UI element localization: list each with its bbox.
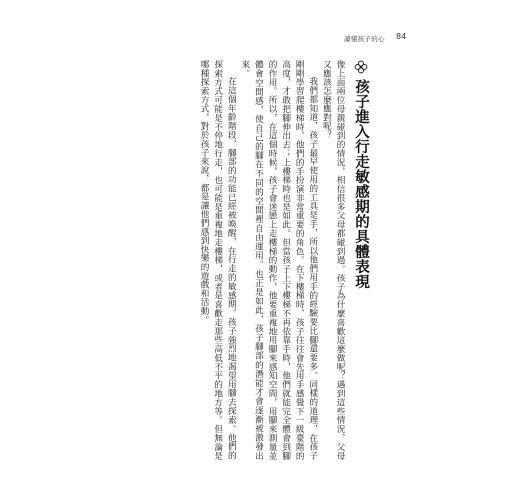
page-number: 84 [396,32,407,41]
clover-icon [354,60,368,74]
section-heading [352,60,370,460]
vertical-text-body [150,60,370,460]
paragraph: 像上面兩位母親碰到的情況，相信很多父母都碰到過。孩子為什麼喜歡這麼做呢？遇到這些情況，父母又應該怎麼應對呢？ [321,60,345,460]
running-header: 讀懂孩子的心 [344,35,385,43]
paragraph: 我們都知道，孩子最早使用的工具是手，所以他們用手的經驗要比腳還要多。同樣的道理，在孩子剛剛學習爬樓梯時，他們的手扮演非常重要的角色。在下樓梯時，孩子往往會先用手感覺下一級臺階的高度，才敢把腳伸出去；上樓梯時也是如此。但當孩子上下樓梯不再依靠手時，他們就能完全體會到腳的作用。所以，在這個時候，孩子會迷戀上走樓梯的動作，他要重複地用腳來感知空間，用腳來測量並體會空間感，使自己的腳在不同的空間裡自由運用。也正是如此，孩子腳部的潛能才會逐漸被激發出來。 [239,60,318,460]
section-heading-text: 孩子進入行走敏感期的具體表現 [353,79,369,289]
paragraph: 在這個年齡階段，腳部的功能已經被喚醒，在行走的敏感期，孩子強烈地渴望用腳去探索。他們的探索方式可能是不停地行走，也可能是重複地走樓梯，或者是喜歡走那些高低不平的地方等。但無論是哪種探索方式，對於孩子來說，都是讓他們感到快樂的遊戲和活動。 [199,60,237,460]
